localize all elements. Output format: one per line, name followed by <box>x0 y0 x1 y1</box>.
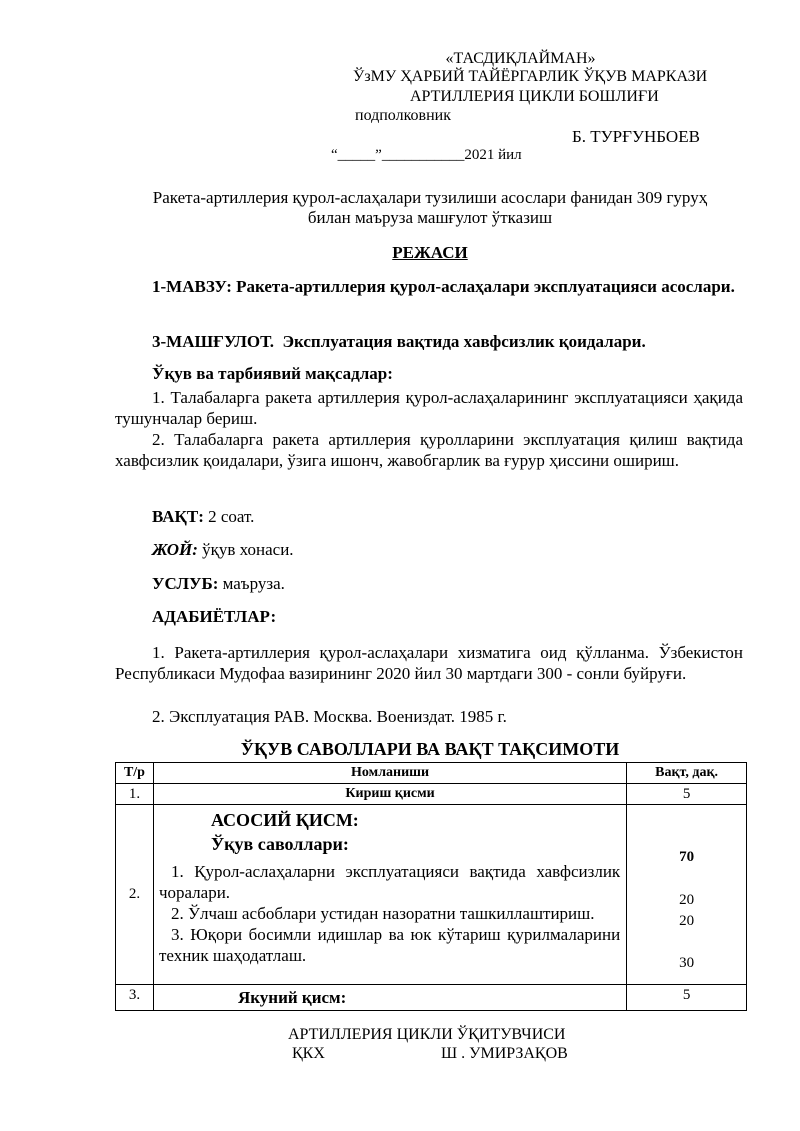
row2-time-3: 30 <box>679 955 695 971</box>
goals-item-1: 1. Талабаларга ракета артиллерия қурол-аслаҳаларининг эксплуатацияси ҳақида тушунчалар бериш. <box>115 388 743 428</box>
schedule-table <box>115 762 747 1011</box>
place <box>152 540 294 560</box>
method-value: маъруза. <box>222 574 285 593</box>
intro-line-1: Ракета-артиллерия қурол-аслаҳалари тузилиши асослари фанидан 309 гуруҳ <box>152 188 708 207</box>
literature-item-2: 2. Эксплуатация РАВ. Москва. Воениздат. 1985 г. <box>152 707 507 726</box>
approval-date: “_____”___________2021 йил <box>331 147 522 163</box>
header-num: Т/р <box>116 763 154 784</box>
time-value: 2 соат. <box>208 507 255 526</box>
row3-num: 3. <box>116 985 154 1011</box>
intro-line-2: билан маъруза машғулот ўтказиш <box>307 208 553 227</box>
table-title: ЎҚУВ САВОЛЛАРИ ВА ВАҚТ ТАҚСИМОТИ <box>240 739 620 759</box>
approval-dept: АРТИЛЛЕРИЯ ЦИКЛИ БОШЛИҒИ <box>410 88 659 105</box>
session-label: 3-МАШҒУЛОТ. <box>152 332 274 351</box>
row2-question-3: 3. Юқори босимли идишлар ва юк кўтариш қурилмаларини техник шаҳодатлаш. <box>158 925 621 965</box>
time <box>152 507 254 527</box>
row3-time: 5 <box>627 985 747 1011</box>
row2-total: 70 <box>679 849 695 865</box>
approval-rank: подполковник <box>355 107 451 124</box>
goals-heading: Ўқув ва тарбиявий мақсадлар: <box>152 364 393 383</box>
table-header-row <box>116 763 747 784</box>
signature-title: АРТИЛЛЕРИЯ ЦИКЛИ ЎҚИТУВЧИСИ <box>288 1026 566 1043</box>
literature-heading: АДАБИЁТЛАР: <box>152 607 277 626</box>
row2-times <box>627 805 747 985</box>
row2-main: АСОСИЙ ҚИСМ: <box>210 810 359 830</box>
row2-num: 2. <box>116 805 154 985</box>
approval-name: Б. ТУРҒУНБОЕВ <box>572 127 700 146</box>
row2-time-1: 20 <box>679 892 695 908</box>
time-label: ВАҚТ: <box>152 507 204 526</box>
signature-name: Ш . УМИРЗАҚОВ <box>441 1045 568 1062</box>
place-value: ўқув хонаси. <box>202 540 294 559</box>
topic <box>115 276 743 297</box>
topic-text: Ракета-артиллерия қурол-аслаҳалари эксплуатацияси асослари. <box>236 277 735 296</box>
approval-title: «ТАСДИҚЛАЙМАН» <box>445 50 596 67</box>
table-row <box>116 985 747 1011</box>
session <box>115 331 743 352</box>
row2-time-2: 20 <box>679 913 695 929</box>
row2-content <box>153 805 626 985</box>
goals-item-2: 2. Талабаларга ракета артиллерия қуролларини эксплуатация қилиш вақтида хавфсизлик қоидалари, ўзига ишонч, жавобгарлик ва ғурур ҳиссини ошириш. <box>115 430 743 470</box>
header-name: Номланиши <box>153 763 626 784</box>
table-row <box>116 805 747 985</box>
header-time: Вақт, дақ. <box>627 763 747 784</box>
topic-label: 1-МАВЗУ: <box>152 277 232 296</box>
row2-sub: Ўқув саволлари: <box>210 834 349 854</box>
literature-item-1: 1. Ракета-артиллерия қурол-аслаҳалари хизматига оид қўлланма. Ўзбекистон Республикаси Мудофаа вазирининг 2020 йил 30 мартдаги 300 - сонли буйруғи. <box>115 643 743 683</box>
plan-title: РЕЖАСИ <box>392 243 468 262</box>
row1-num: 1. <box>116 784 154 805</box>
approval-org: ЎзМУ ҲАРБИЙ ТАЙЁРГАРЛИК ЎҚУВ МАРКАЗИ <box>353 68 708 85</box>
method <box>152 574 285 594</box>
row3-name: Якуний қисм: <box>153 985 626 1011</box>
row2-question-2: 2. Ўлчаш асбоблари устидан назоратни ташкиллаштириш. <box>170 904 595 923</box>
signature-rank: ҚКХ <box>292 1045 325 1062</box>
row1-name: Кириш қисми <box>153 784 626 805</box>
row1-time: 5 <box>627 784 747 805</box>
table-row <box>116 784 747 805</box>
row2-question-1: 1. Қурол-аслаҳаларни эксплуатацияси вақтида хавфсизлик чоралари. <box>158 862 621 902</box>
session-text: Эксплуатация вақтида хавфсизлик қоидалари. <box>282 332 646 351</box>
method-label: УСЛУБ: <box>152 574 219 593</box>
place-label: ЖОЙ: <box>152 540 198 559</box>
